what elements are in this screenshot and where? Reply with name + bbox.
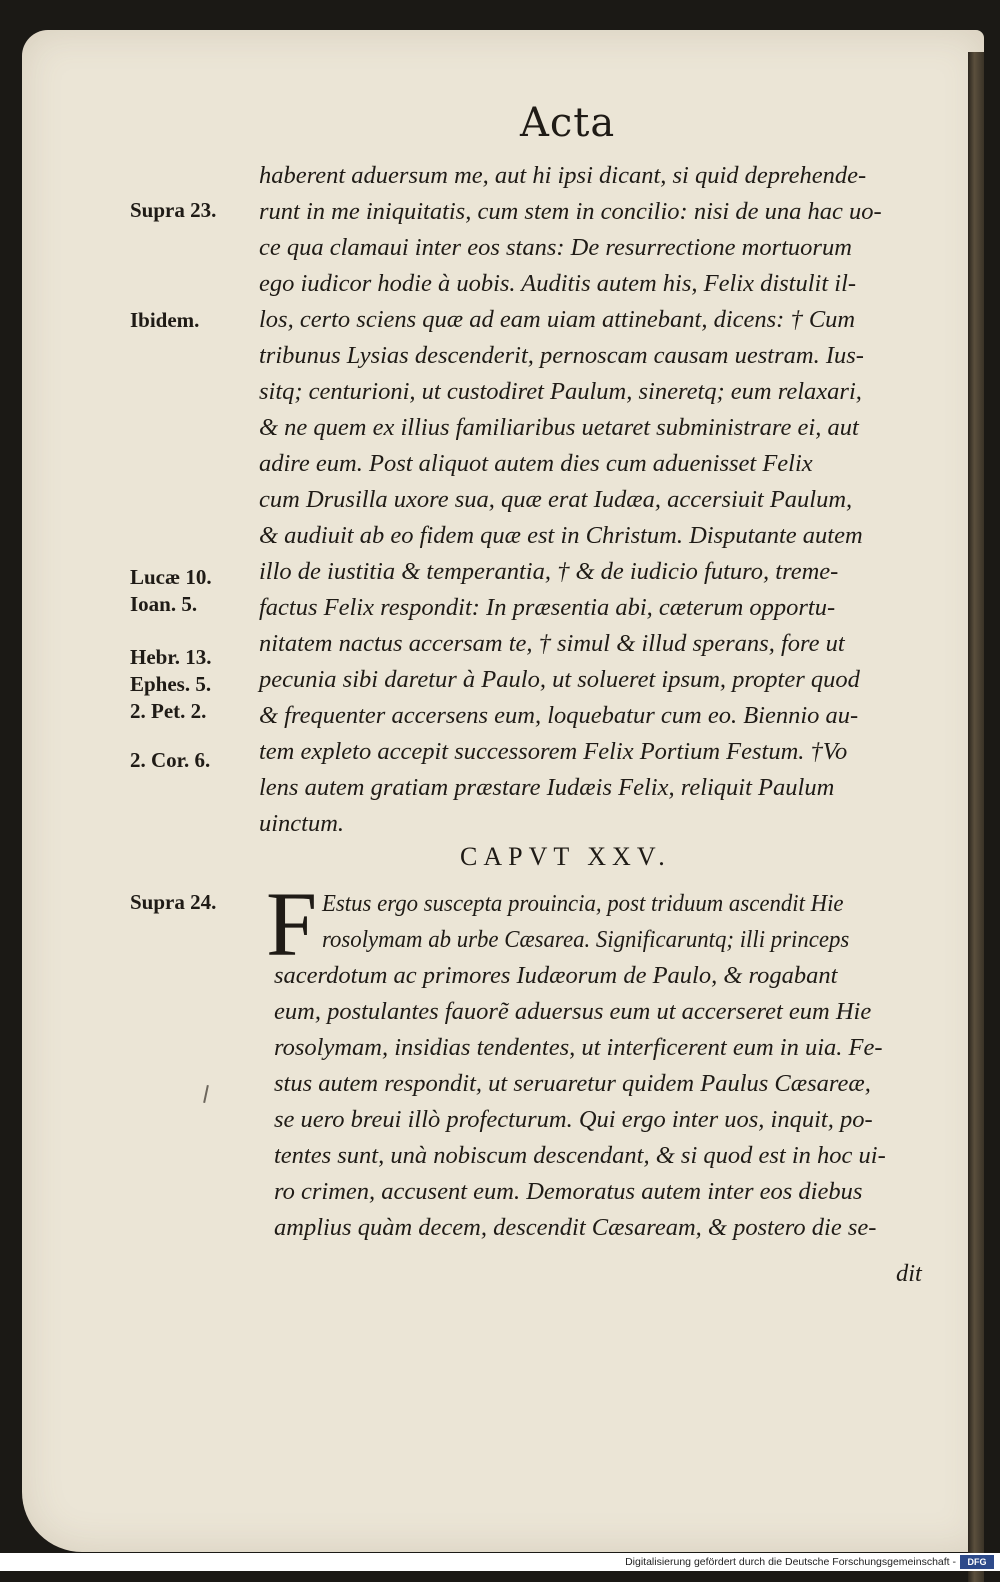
catchword: dit (896, 1260, 922, 1287)
text-line: uinctum. (259, 810, 345, 837)
text-line: ce qua clamaui inter eos stans: De resurrectione mortuorum (259, 234, 852, 261)
marginal-note: Ibidem. (130, 308, 200, 332)
text-line: pecunia sibi daretur à Paulo, ut solueret ipsum, propter quod (259, 666, 860, 693)
marginal-note: Supra 24. (130, 890, 217, 914)
text-line: nitatem nactus accersam te, † simul & illud sperans, fore ut (259, 630, 845, 657)
text-line: sacerdotum ac primores Iudæorum de Paulo, & rogabant (274, 962, 838, 989)
text-line: rosolymam ab urbe Cæsarea. Significaruntq; illi princeps (322, 926, 850, 953)
text-line: lens autem gratiam præstare Iudæis Felix, reliquit Paulum (259, 774, 835, 801)
marginal-note: 2. Pet. 2. (130, 699, 207, 723)
text-line: tentes sunt, unà nobiscum descendant, & si quod est in hoc ui- (274, 1142, 886, 1169)
text-line: amplius quàm decem, descendit Cæsaream, & postero die se- (274, 1214, 877, 1241)
chapter-heading: CAPVT XXV. (460, 842, 671, 871)
text-line: ego iudicor hodie à uobis. Auditis autem his, Felix distulit il- (259, 270, 857, 297)
marginal-note: Lucæ 10. (130, 565, 212, 589)
text-line: Estus ergo suscepta prouincia, post triduum ascendit Hie (322, 890, 844, 917)
text-line: tem expleto accepit successorem Felix Portium Festum. †Vo (259, 738, 848, 765)
text-line: eum, postulantes fauorẽ aduersus eum ut accerseret eum Hie (274, 998, 872, 1025)
text-line: illo de iustitia & temperantia, † & de iudicio futuro, treme- (259, 558, 839, 585)
text-line: rosolymam, insidias tendentes, ut interficerent eum in uia. Fe- (274, 1034, 883, 1061)
text-line: stus autem respondit, ut seruaretur quidem Paulus Cæsareæ, (274, 1070, 871, 1097)
marginal-note: 2. Cor. 6. (130, 748, 211, 772)
text-line: adire eum. Post aliquot autem dies cum aduenisset Felix (259, 450, 813, 477)
text-line: los, certo sciens quæ ad eam uiam attinebant, dicens: † Cum (259, 306, 856, 333)
text-line: tribunus Lysias descenderit, pernoscam causam uestram. Ius- (259, 342, 864, 369)
marginal-note: Hebr. 13. (130, 645, 212, 669)
digitization-footer (0, 1553, 1000, 1571)
text-line: runt in me iniquitatis, cum stem in concilio: nisi de una hac uo- (259, 198, 882, 225)
running-head: Acta (520, 100, 616, 146)
dfg-logo: DFG (960, 1555, 994, 1569)
text-line: & audiuit ab eo fidem quæ est in Christum. Disputante autem (259, 522, 863, 549)
footer-credit: Digitalisierung gefördert durch die Deutsche Forschungsgemeinschaft - (625, 1556, 956, 1568)
text-line: haberent aduersum me, aut hi ipsi dicant, si quid deprehende- (259, 162, 867, 189)
page-edge-shadow (968, 52, 984, 1582)
text-line: & ne quem ex illius familiaribus uetaret subministrare ei, aut (259, 414, 859, 441)
text-line: factus Felix respondit: In præsentia abi, cæterum opportu- (259, 594, 836, 621)
text-line: & frequenter accersens eum, loquebatur cum eo. Biennio au- (259, 702, 859, 729)
text-line: se uero breui illò profecturum. Qui ergo inter uos, inquit, po- (274, 1106, 873, 1133)
marginal-note: Ioan. 5. (130, 592, 198, 616)
text-line: sitq; centurioni, ut custodiret Paulum, sineretq; eum relaxari, (259, 378, 862, 405)
text-line: ro crimen, accusent eum. Demoratus autem inter eos diebus (274, 1178, 863, 1205)
marginal-note: Supra 23. (130, 198, 217, 222)
marginal-note: Ephes. 5. (130, 672, 212, 696)
text-line: cum Drusilla uxore sua, quæ erat Iudæa, accersiuit Paulum, (259, 486, 853, 513)
drop-cap-initial: F (266, 873, 318, 975)
